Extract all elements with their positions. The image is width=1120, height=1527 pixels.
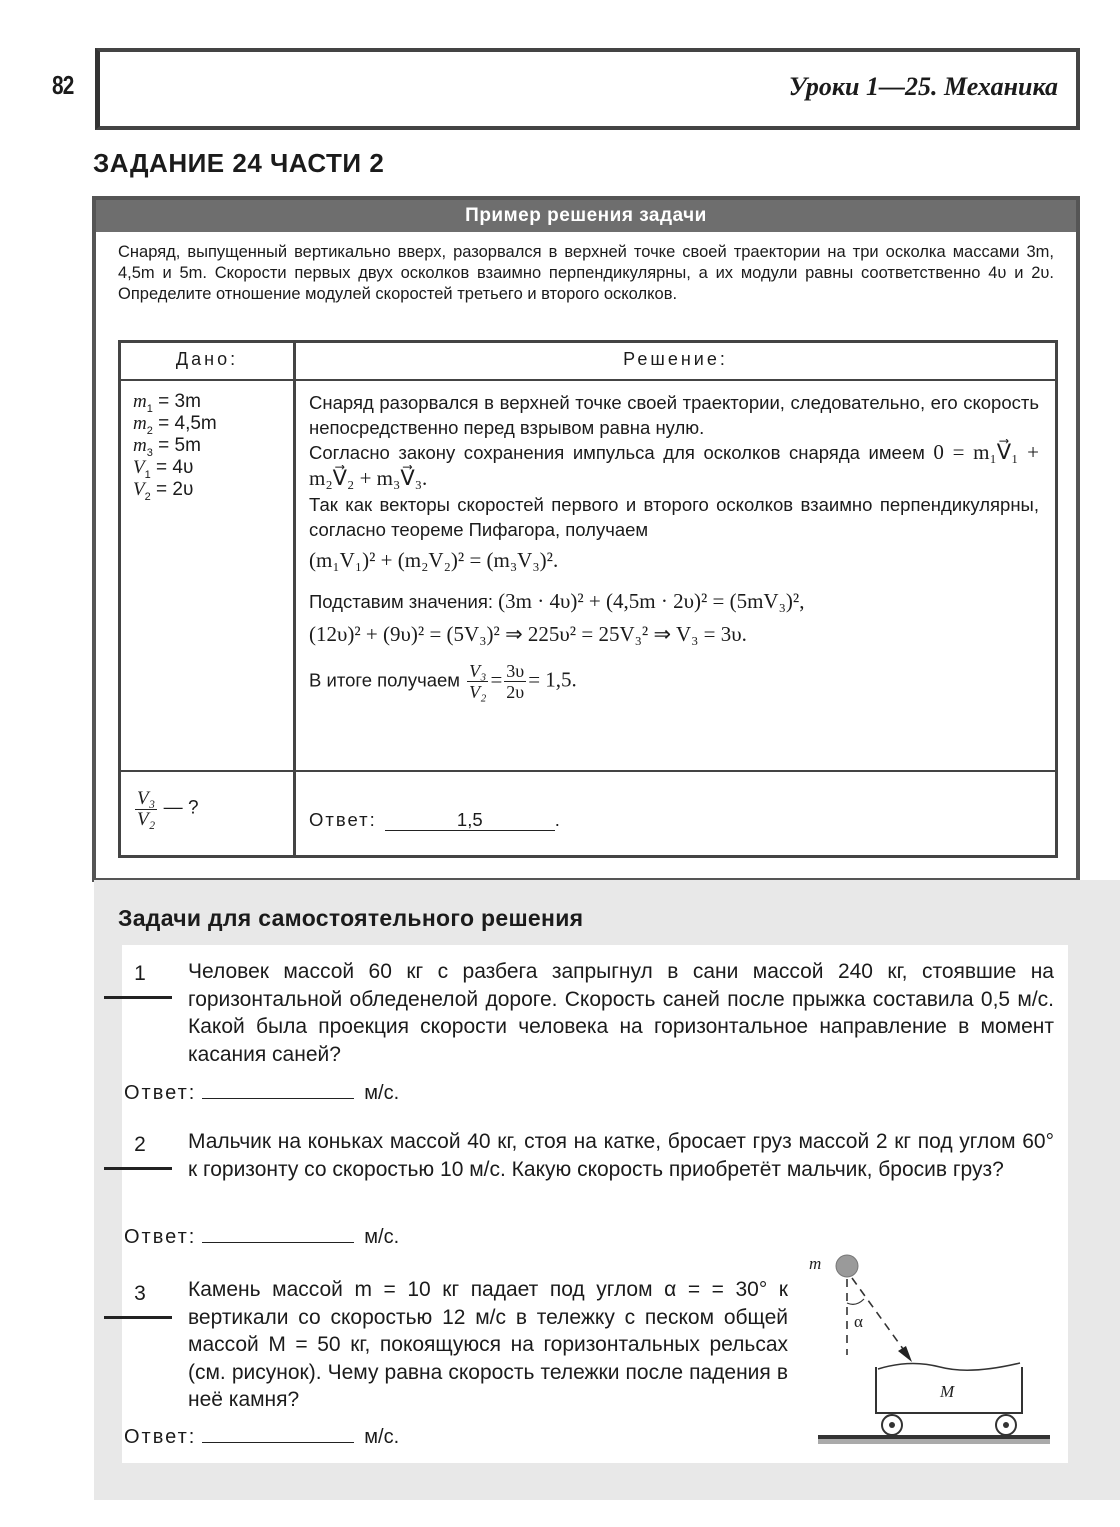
momentum-equation: 0 = m₁V⃗₁ + m₂V⃗₂ + m₃V⃗₃.: [309, 440, 1040, 490]
given-item: $m_3 = 5m$: [133, 435, 201, 459]
example-problem-text: Снаряд, выпущенный вертикально вверх, разорвался в верхней точке своей траектории на три осколка массами 3m, 4,5m и 5m. Скорости первых двух осколков взаимно перпендикулярны, а их модули равны соответственно 4υ и 2υ. Определите отношение модулей скоростей третьего и второго осколков.: [118, 243, 1054, 303]
answer-blank[interactable]: [202, 1080, 354, 1099]
task-marker-line: [104, 996, 172, 999]
table-divider: [121, 379, 1055, 381]
task-text: Камень массой m = 10 кг падает под углом α = = 30° к вертикали со скоростью 12 м/с в тележку с песком общей массой M = 50 кг, покоящуюся на горизонтальных рельсах (см. рисунок). Чему равна скорость тележки после падения в неё камня?: [188, 1278, 788, 1411]
rail: [818, 1435, 1050, 1439]
solution-body: [309, 391, 1039, 702]
page-number: 82: [52, 70, 74, 100]
result-fraction: $\frac{3\upsilon}{2\upsilon}$: [506, 660, 525, 702]
given-item: $m_1 = 3m$: [133, 391, 201, 415]
task-number: 2: [134, 1133, 146, 1156]
angle-arc: [847, 1299, 864, 1304]
answer-blank[interactable]: [202, 1424, 354, 1443]
task-number: 1: [134, 962, 146, 985]
solution-paragraph: Снаряд разорвался в верхней точке своей траектории, следовательно, его скорость непосредственно перед взрывом равна нулю.: [309, 392, 1039, 438]
result-line: В итоге получаем $\frac{\text{V₃}}{\text{V₂}}$ = $\frac{3\upsilon}{2\upsilon}$ = 1,5.: [309, 660, 577, 702]
table-divider: [121, 770, 1055, 772]
substitution-line: Подставим значения: (3m · 4υ)² + (4,5m · 2υ)² = (5mV₃)²,: [309, 588, 805, 613]
example-answer: Ответ: 1,5 .: [309, 809, 562, 830]
find-quantity: $\frac{\text{V₃}}{\text{V₂}}$ — ?: [137, 788, 199, 830]
section-title: ЗАДАНИЕ 24 ЧАСТИ 2: [93, 148, 385, 178]
task-text: Человек массой 60 кг с разбега запрыгнул в сани массой 240 кг, стоявшие на горизонтальной обледенелой дороге. Скорость саней после прыжка составила 0,5 м/с. Какой была проекция скорости человека на горизонтальное направление в момент касания саней?: [188, 960, 1054, 1066]
rail-base: [818, 1439, 1050, 1444]
running-header: [95, 48, 1080, 130]
substitution-equation: (3m · 4υ)² + (4,5m · 2υ)² = (5mV₃)²,: [498, 588, 805, 613]
answer-blank[interactable]: [202, 1224, 354, 1243]
task-answer-line: Ответ: м/с.: [124, 1226, 400, 1248]
cart-mass-label: M: [940, 1382, 955, 1401]
cart-figure: [800, 1245, 1060, 1460]
task-answer-line: Ответ: м/с.: [124, 1082, 400, 1104]
task-text: Мальчик на коньках массой 40 кг, стоя на катке, бросает груз массой 2 кг под углом 60° к горизонту со скоростью 10 м/с. Какую скорость приобретёт мальчик, бросив груз?: [188, 1130, 1054, 1181]
running-header-title: Уроки 1—25. Механика: [788, 72, 1058, 101]
example-answer-value: 1,5: [385, 810, 555, 831]
pythagoras-equation: (m₁V₁)² + (m₂V₂)² = (m₃V₃)².: [309, 548, 559, 572]
wheel-hub: [1003, 1422, 1009, 1428]
stone-icon: [836, 1255, 858, 1277]
task-marker-line: [104, 1316, 172, 1319]
sand-surface: [878, 1363, 1020, 1370]
result-fraction: $\frac{\text{V₃}}{\text{V₂}}$: [469, 660, 487, 702]
task-number: 3: [134, 1282, 146, 1305]
angle-label: α: [854, 1312, 863, 1331]
task-answer-line: Ответ: м/с.: [124, 1426, 400, 1448]
worked-example: [92, 196, 1080, 882]
exercises-title: Задачи для самостоятельного решения: [118, 905, 584, 931]
wheel-hub: [889, 1422, 895, 1428]
given-item: $V_2 = 2\upsilon$: [133, 479, 194, 503]
arrow-head-icon: [898, 1346, 912, 1362]
worked-example-title: Пример решения задачи: [96, 200, 1076, 232]
solution-paragraph: Так как векторы скоростей первого и второго осколков взаимно перпендикулярны, согласно теореме Пифагора, получаем: [309, 494, 1039, 540]
numeric-equation: (12υ)² + (9υ)² = (5V₃)² ⇒ 225υ² = 25V₃² ⇒ V₃ = 3υ.: [309, 622, 747, 646]
table-divider: [293, 343, 296, 855]
solution-header: Решение:: [623, 349, 728, 369]
given-item: $m_2 = 4,5m$: [133, 413, 217, 437]
mass-label: m: [809, 1254, 822, 1273]
given-header: Дано:: [175, 349, 239, 369]
given-item: $V_1 = 4\upsilon$: [133, 457, 194, 481]
solution-paragraph: Согласно закону сохранения импульса для осколков снаряда имеем 0 = m₁V⃗₁ + m₂V⃗₂ + m₃V⃗₃.: [309, 440, 1040, 490]
task-marker-line: [104, 1167, 172, 1170]
solution-table: [118, 340, 1058, 858]
